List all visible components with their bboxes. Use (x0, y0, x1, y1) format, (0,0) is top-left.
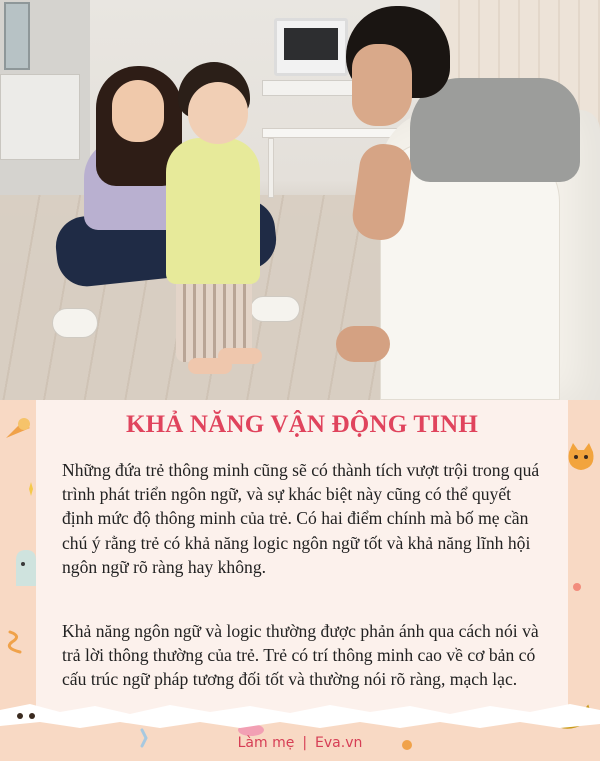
sparkle-icon (26, 482, 36, 496)
footer-category-link[interactable]: Làm mẹ (237, 735, 295, 751)
ghost-icon (14, 548, 38, 588)
article-paragraph-1: Những đứa trẻ thông minh cũng sẽ có thành tích vượt trội trong quá trình phát triển ngôn ngữ, và sự khác biệt này cũng có thể quyết định mức độ thông minh của trẻ. Có hai điểm chính mà bố mẹ cần chú ý rằng trẻ có khả năng logic ngôn ngữ tốt và khả năng lĩnh hội ngôn ngữ rõ ràng hay không. (62, 460, 540, 577)
footer-site-link[interactable]: Eva.vn (315, 735, 363, 751)
article-title: KHẢ NĂNG VẬN ĐỘNG TINH (125, 411, 479, 438)
article-card (36, 400, 568, 722)
window-wall (0, 0, 90, 200)
footer-separator: | (302, 735, 308, 751)
ice-cream-icon (2, 414, 34, 444)
squiggle-icon (6, 628, 26, 656)
television (274, 18, 348, 76)
article-paragraph-2: Khả năng ngôn ngữ và logic thường được phản ánh qua cách nói và trả lời thông thường của trẻ. Trẻ có trí thông minh cao về cơ bản có cấu trúc ngữ pháp tương đối tốt và thường nói rõ ràng, mạch lạc. (62, 621, 539, 690)
cat-face-icon (564, 440, 598, 474)
footer-credit (0, 735, 600, 757)
coffee-table (262, 128, 402, 138)
torn-paper-edge (0, 700, 600, 730)
